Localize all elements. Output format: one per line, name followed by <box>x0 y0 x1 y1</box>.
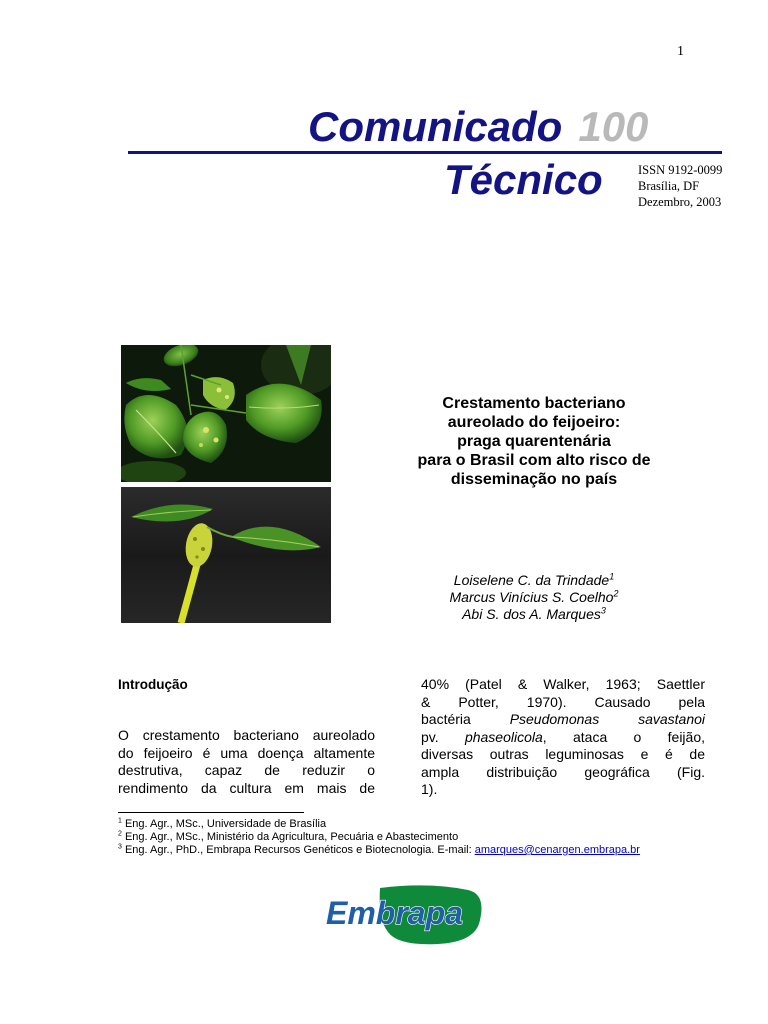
author <box>380 572 688 589</box>
footnote-rule <box>118 812 304 813</box>
footnote-mark: 2 <box>118 830 122 838</box>
series-title-line1 <box>308 103 649 150</box>
text-fragment: pv. <box>421 728 465 745</box>
author-list <box>380 572 688 623</box>
publication-meta <box>638 162 722 210</box>
text-line: & Potter, 1970). Causado pela <box>421 693 705 710</box>
bean-seedling-illustration <box>121 487 331 623</box>
series-number: 100 <box>578 103 649 150</box>
author-name: Loiselene C. da Trindade <box>453 572 610 588</box>
footnote-mark: 1 <box>118 817 122 825</box>
author <box>380 606 688 623</box>
intro-right-column <box>421 676 705 799</box>
text-line: 1). <box>421 781 438 797</box>
embrapa-logo <box>318 880 498 950</box>
text-fragment: bactéria <box>421 711 510 727</box>
title-line: aureolado do feijoeiro: <box>447 414 621 431</box>
bean-seedling-photo <box>121 487 331 623</box>
title-line: para o Brasil com alto risco de <box>417 452 651 469</box>
author <box>380 589 688 606</box>
footnote-text: Eng. Agr., MSc., Universidade de Brasília <box>121 818 327 830</box>
text-line: rendimento da cultura em mais de <box>118 779 375 796</box>
author-mark: 1 <box>609 571 615 582</box>
logo-wordmark: Embrapa <box>326 895 463 931</box>
footnote <box>118 831 678 844</box>
bean-leaves-illustration <box>121 345 331 482</box>
bean-leaves-photo <box>121 345 331 482</box>
text-line <box>421 729 705 747</box>
footnote <box>118 818 678 831</box>
title-rule <box>128 151 722 154</box>
author-mark: 2 <box>613 588 619 599</box>
text-line: ampla distribuição geográfica (Fig. <box>421 763 705 780</box>
text-line: O crestamento bacteriano aureolado <box>118 727 375 743</box>
series-title-line2: Técnico <box>444 156 603 203</box>
species-name: Pseudomonas savastanoi <box>509 711 705 727</box>
embrapa-logo-mark <box>318 880 498 950</box>
text-line: diversas outras leguminosas e é de <box>421 746 705 762</box>
text-line: destrutiva, capaz de reduzir o <box>118 762 375 778</box>
date: Dezembro, 2003 <box>638 195 722 209</box>
intro-left-column <box>118 727 375 797</box>
pathovar-name: phaseolicola <box>464 728 543 745</box>
text-fragment: , ataca o feijão, <box>542 728 706 745</box>
author-mark: 3 <box>600 605 606 616</box>
text-line <box>421 711 705 729</box>
footnote <box>118 844 678 857</box>
footnotes <box>118 818 678 857</box>
title-line: praga quarentenária <box>457 433 611 450</box>
series-title-word: Comunicado <box>308 103 563 150</box>
page-number: 1 <box>677 44 684 59</box>
author-name: Abi S. dos A. Marques <box>462 606 601 622</box>
author-name: Marcus Vinícius S. Coelho <box>449 589 614 605</box>
footnote-mark: 3 <box>118 843 122 851</box>
text-line: do feijoeiro é uma doença altamente <box>118 744 375 761</box>
title-line: disseminação no país <box>450 471 618 488</box>
title-line: Crestamento bacteriano <box>442 395 626 412</box>
text-line: 40% (Patel & Walker, 1963; Saettler <box>421 676 705 692</box>
issn: ISSN 9192-0099 <box>638 163 723 177</box>
section-heading: Introdução <box>118 677 188 692</box>
place: Brasília, DF <box>638 179 700 193</box>
footnote-text: Eng. Agr., PhD., Embrapa Recursos Genéticos e Biotecnologia. E-mail: <box>121 844 475 856</box>
email-link[interactable]: amarques@cenargen.embrapa.br <box>474 844 640 856</box>
footnote-text: Eng. Agr., MSc., Ministério da Agricultura, Pecuária e Abastecimento <box>121 831 459 843</box>
article-title <box>380 394 688 489</box>
